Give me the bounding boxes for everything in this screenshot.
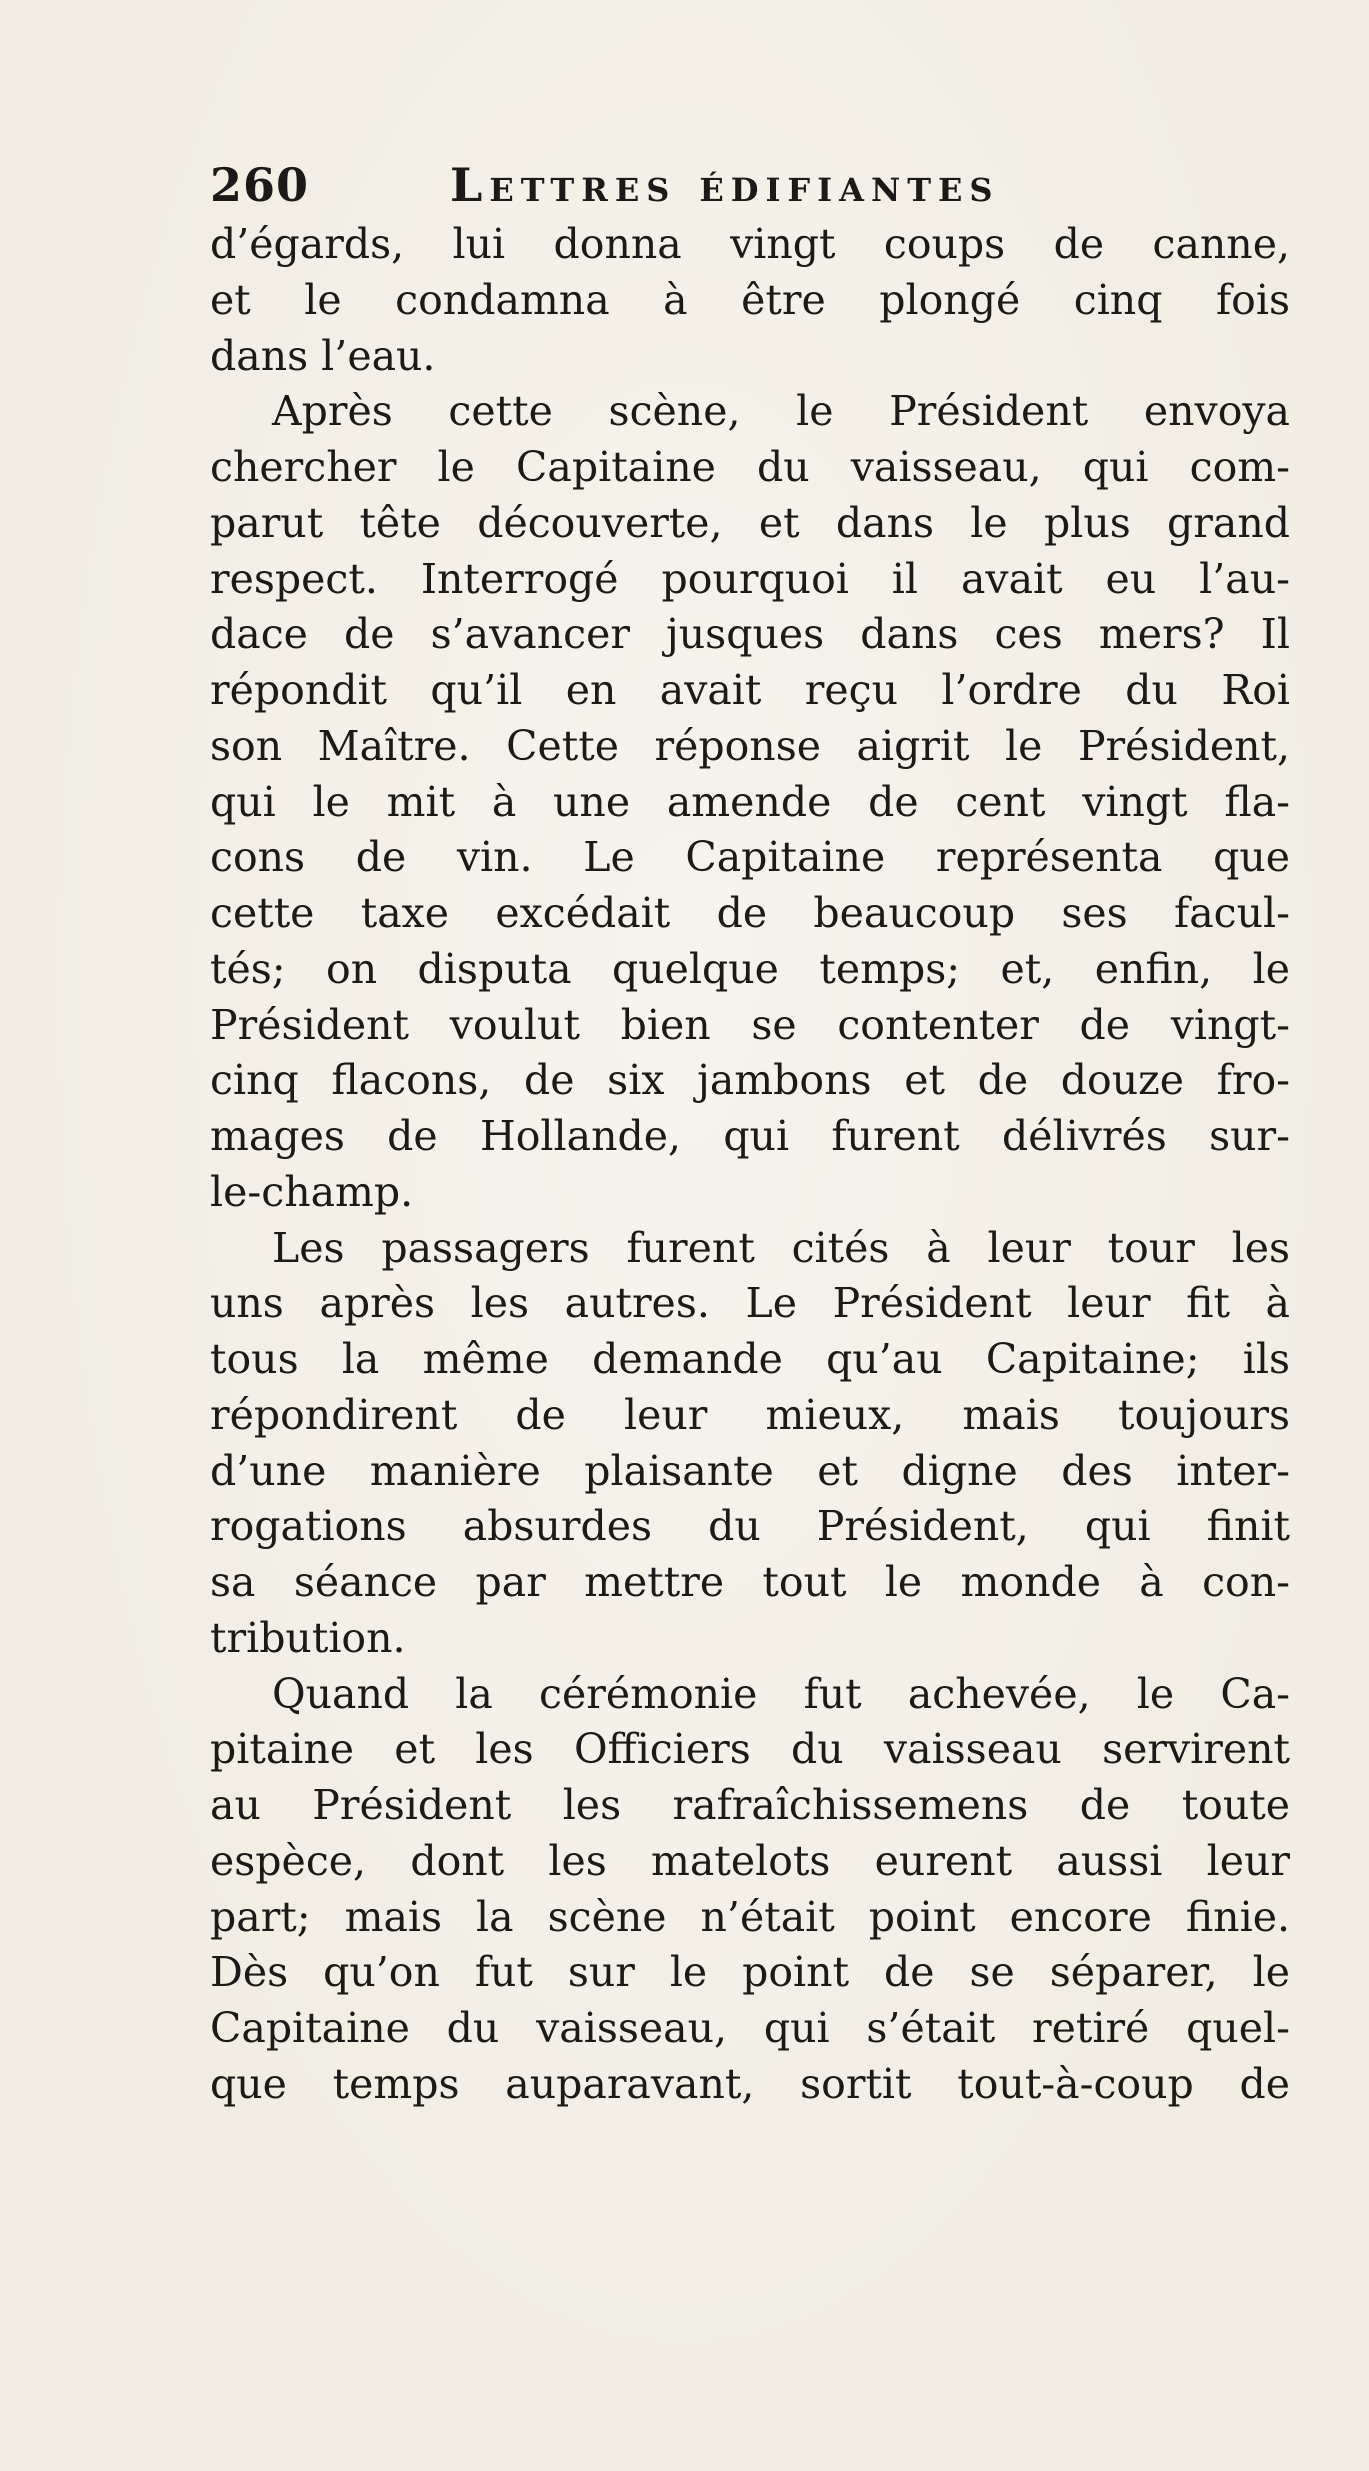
text-line: parut tête découverte, et dans le plus grand <box>210 498 1290 547</box>
text-line: tés; on disputa quelque temps; et, enfin, le <box>210 944 1290 993</box>
text-line: tous la même demande qu’au Capitaine; ils <box>210 1335 1290 1383</box>
text-line: d’égards, lui donna vingt coups de canne, <box>210 220 1290 268</box>
text-line: et le condamna à être plongé cinq fois <box>210 275 1290 324</box>
text-line: Président voulut bien se contenter de vingt- <box>210 1000 1290 1049</box>
body-text <box>210 217 1290 2113</box>
text-line: d’une manière plaisante et digne des inter- <box>210 1446 1290 1495</box>
text-line: chercher le Capitaine du vaisseau, qui com- <box>210 443 1290 491</box>
text-line: dace de s’avancer jusques dans ces mers? Il <box>210 610 1290 659</box>
text-line: respect. Interrogé pourquoi il avait eu l’au- <box>210 554 1290 603</box>
page-header <box>210 150 1160 220</box>
running-title: Lettres édifiantes <box>450 158 1000 212</box>
text-line: cons de vin. Le Capitaine représenta que <box>210 833 1290 882</box>
text-line: uns après les autres. Le Président leur fit à <box>210 1279 1290 1328</box>
text-line: espèce, dont les matelots eurent aussi leur <box>210 1836 1290 1885</box>
text-line: Les passagers furent cités à leur tour les <box>272 1223 1290 1272</box>
text-line: Capitaine du vaisseau, qui s’était retiré quel- <box>210 2004 1290 2052</box>
text-line: part; mais la scène n’était point encore finie. <box>210 1892 1290 1941</box>
text-line: Après cette scène, le Président envoya <box>272 387 1290 436</box>
text-line: répondit qu’il en avait reçu l’ordre du Roi <box>210 666 1290 714</box>
text-line: répondirent de leur mieux, mais toujours <box>210 1390 1290 1439</box>
text-line: cette taxe excédait de beaucoup ses facul- <box>210 889 1290 937</box>
text-line: mages de Hollande, qui furent délivrés sur- <box>210 1112 1290 1160</box>
text-line: pitaine et les Officiers du vaisseau servirent <box>210 1725 1290 1774</box>
text-line: cinq flacons, de six jambons et de douze fro- <box>210 1056 1290 1105</box>
page-number: 260 <box>210 158 310 212</box>
text-line: Quand la cérémonie fut achevée, le Ca- <box>272 1669 1290 1718</box>
text-line: Dès qu’on fut sur le point de se séparer, le <box>210 1948 1290 1997</box>
text-line: son Maître. Cette réponse aigrit le Président, <box>210 721 1290 770</box>
text-line: tribution. <box>210 1613 406 1662</box>
text-line: que temps auparavant, sortit tout-à-coup de <box>210 2059 1290 2108</box>
text-line: sa séance par mettre tout le monde à con- <box>210 1558 1290 1606</box>
text-line: au Président les rafraîchissemens de toute <box>210 1781 1290 1829</box>
text-line: rogations absurdes du Président, qui finit <box>210 1502 1290 1551</box>
text-line: le-champ. <box>210 1167 414 1216</box>
text-line: dans l’eau. <box>210 331 436 380</box>
text-line: qui le mit à une amende de cent vingt fla- <box>210 777 1290 826</box>
